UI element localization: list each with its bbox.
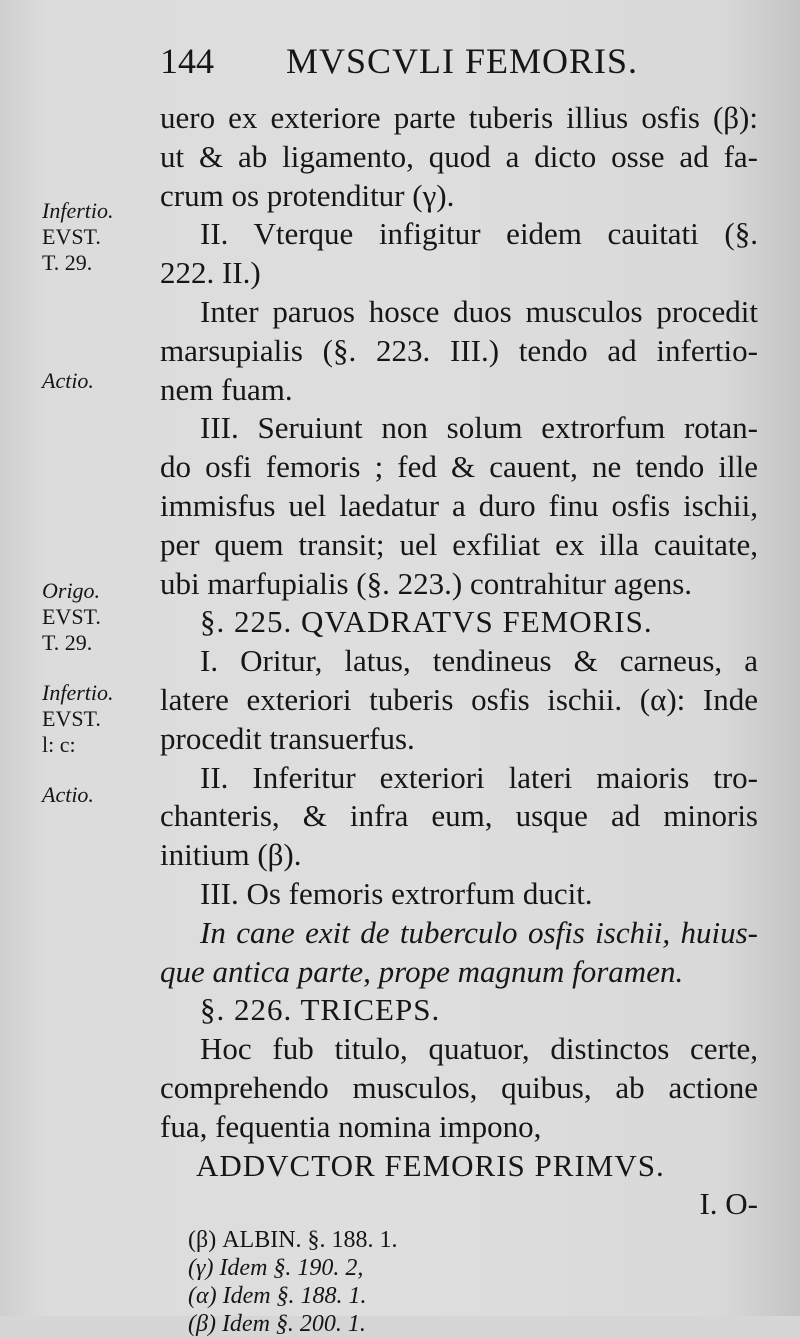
margin-origo-ref: T. 29. [42,630,93,655]
body-line: do osfi femoris ; fed & cauent, ne tendo ille [160,449,758,484]
body-line: procedit transuerfus. [160,721,415,756]
body-line: uero ex exteriore parte tuberis illius osfis (β): [160,100,758,135]
body-line: latere exteriori tuberis osfis ischii. (α): Inde [160,682,758,717]
body-line: ubi marfupialis (§. 223.) contrahitur agens. [160,566,693,601]
body-line: In cane exit de tuberculo osfis ischii, huius- [200,915,758,950]
footnote: (β) Idem §. 200. 1. [188,1311,366,1337]
body-line: ut & ab ligamento, quod a dicto osse ad fa- [160,139,758,174]
body-line: initium (β). [160,837,302,872]
body-line: Hoc fub titulo, quatuor, distinctos certe, [200,1031,758,1066]
section-heading-226: §. 226. TRICEPS. [200,992,441,1027]
body-line: crum os protenditur (γ). [160,178,455,213]
page-header [160,36,760,88]
body-line: I. Oritur, latus, tendineus & carneus, a [200,643,758,678]
body-line: chanteris, & infra eum, usque ad minoris [160,798,758,833]
body-line: nem fuam. [160,372,293,407]
body-line: comprehendo musculos, quibus, ab actione [160,1070,758,1105]
margin-insertio-label: Infertio. [42,198,114,223]
body-line: 222. II.) [160,255,261,290]
margin-insertio-2-label: Infertio. [42,680,114,705]
body-line: Inter paruos hosce duos musculos procedit [200,294,758,329]
footnote: (α) Idem §. 188. 1. [188,1283,367,1309]
margin-actio-label: Actio. [42,368,94,393]
body-line: II. Vterque infigitur eidem cauitati (§. [200,216,758,251]
margin-origo-label: Origo. [42,578,101,603]
body-line: marsupialis (§. 223. III.) tendo ad infertio- [160,333,758,368]
catchword: I. O- [699,1186,758,1221]
body-line: que antica parte, prope magnum foramen. [160,954,684,989]
margin-insertio-2-ref: l: c: [42,732,76,757]
body-line: per quem transit; uel exfiliat ex illa cauitate, [160,527,758,562]
margin-insertio-2-source: EVST. [42,706,101,731]
body-line: fua, fequentia nomina impono, [160,1109,542,1144]
running-title: MVSCVLI FEMORIS. [286,41,639,81]
section-heading-adductor: ADDVCTOR FEMORIS PRIMVS. [196,1148,665,1183]
footnote: (β) ALBIN. §. 188. 1. [188,1227,398,1253]
section-heading-225: §. 225. QVADRATVS FEMORIS. [200,604,653,639]
margin-actio-2-label: Actio. [42,782,94,807]
body-line: III. Seruiunt non solum extrorfum rotan- [200,410,758,445]
margin-insertio-ref: T. 29. [42,250,93,275]
body-line: III. Os femoris extrorfum ducit. [200,876,593,911]
body-line: II. Inferitur exteriori lateri maioris tro- [200,760,758,795]
margin-insertio-source: EVST. [42,224,101,249]
footnote: (γ) Idem §. 190. 2, [188,1255,364,1281]
body-line: immisfus uel laedatur a duro finu osfis ischii, [160,488,758,523]
page-number: 144 [160,41,214,81]
margin-origo-source: EVST. [42,604,101,629]
